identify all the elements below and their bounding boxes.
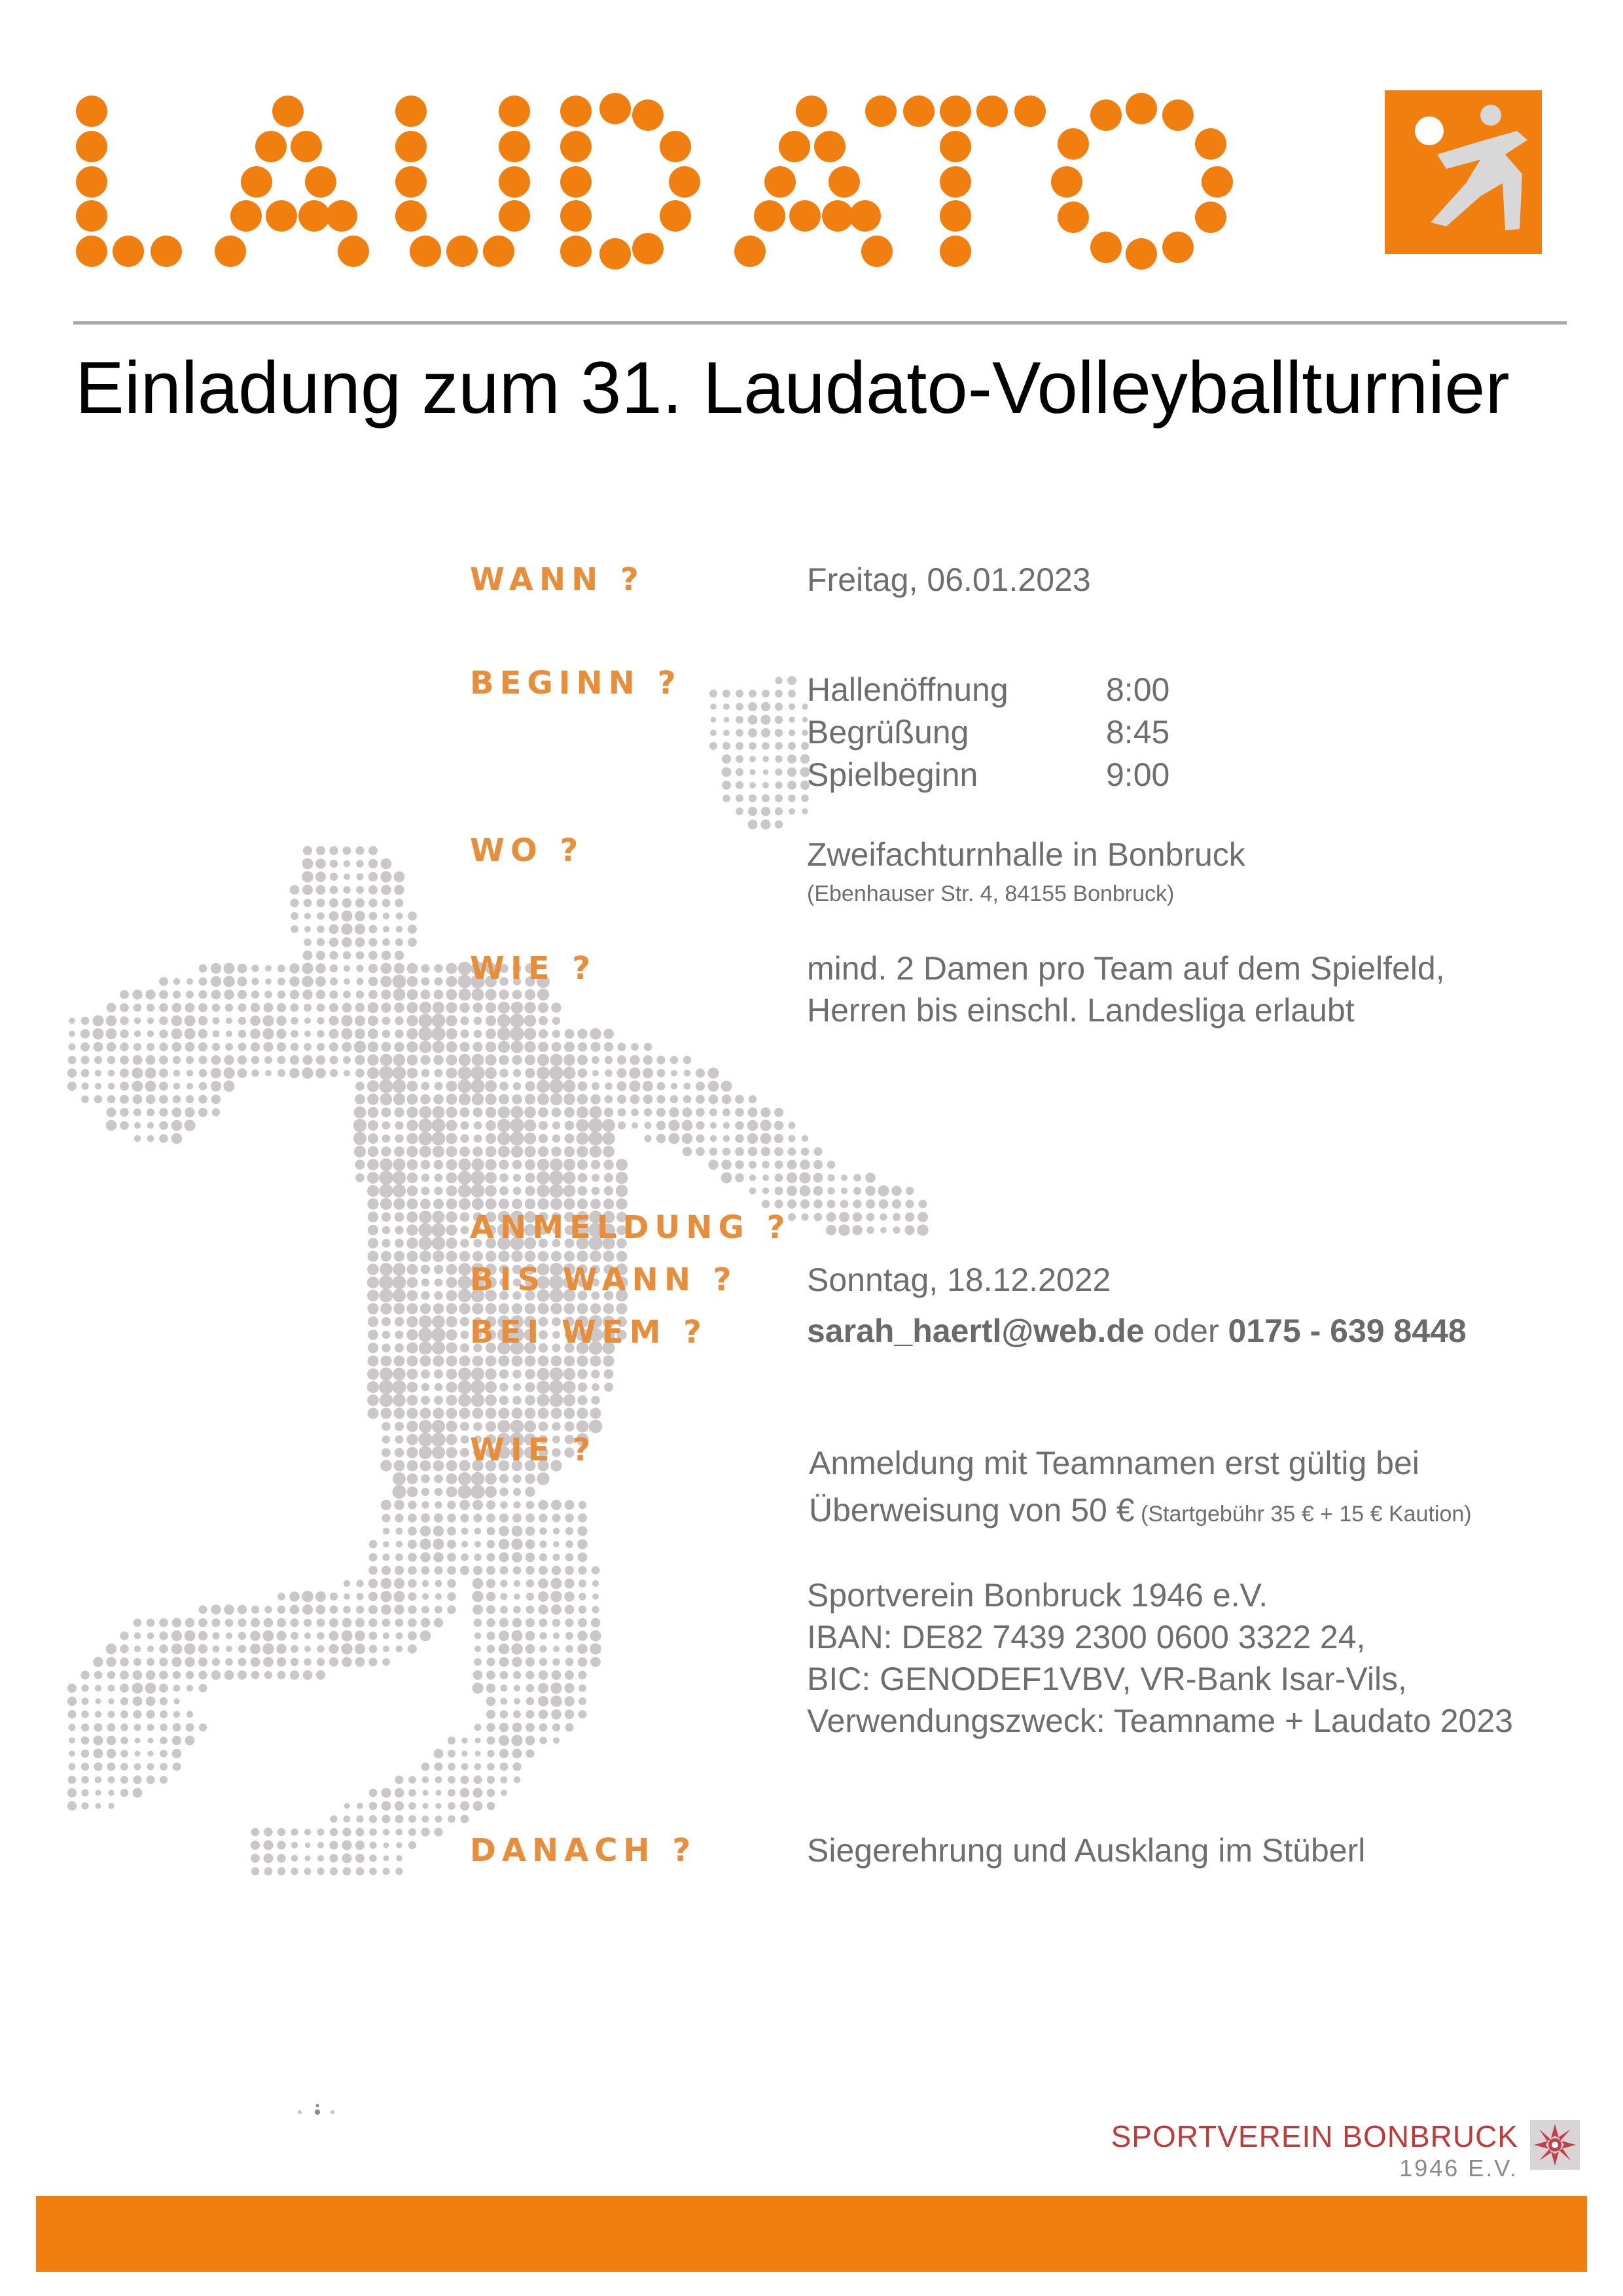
fee-amount: Überweisung von 50 € (809, 1492, 1135, 1528)
label-danach: DANACH ? (470, 1832, 697, 1869)
page-title: Einladung zum 31. Laudato-Volleyballturnier (75, 347, 1510, 429)
label-bis-wann: BIS WANN ? (470, 1262, 738, 1298)
club-name: SPORTVEREIN BONBRUCK (1111, 2119, 1518, 2153)
afterwards-value: Siegerehrung und Ausklang im Stüberl (807, 1832, 1366, 1869)
schedule-event: Spielbeginn (807, 756, 978, 793)
label-beginn: BEGINN ? (470, 665, 682, 701)
label-bei-wem: BEI WEM ? (470, 1314, 707, 1351)
venue-address: (Ebenhauser Str. 4, 84155 Bonbruck) (807, 881, 1175, 906)
schedule-event: Begrüßung (807, 714, 969, 751)
schedule-time: 9:00 (1106, 756, 1170, 793)
bank-line: Sportverein Bonbruck 1946 e.V. (807, 1577, 1268, 1614)
label-wo: WO ? (470, 832, 584, 869)
contact-email[interactable]: sarah_haertl@web.de (807, 1313, 1145, 1349)
bank-line: IBAN: DE82 7439 2300 0600 3322 24, (807, 1619, 1366, 1655)
schedule-time: 8:00 (1106, 671, 1170, 708)
club-year: 1946 E.V. (1399, 2155, 1518, 2181)
rules-line-1: mind. 2 Damen pro Team auf dem Spielfeld, (807, 950, 1445, 987)
registration-line-1: Anmeldung mit Teamnamen erst gültig bei (809, 1445, 1419, 1481)
schedule-list (807, 669, 1200, 800)
schedule-event: Hallenöffnung (807, 671, 1008, 708)
registration-line-2 (809, 1489, 1472, 1535)
label-wie-anmeldung: WIE ? (470, 1432, 597, 1468)
schedule-time: 8:45 (1106, 714, 1170, 751)
label-wann: WANN ? (470, 561, 645, 598)
club-emblem-icon (1530, 2120, 1580, 2170)
footer-bar (36, 2196, 1587, 2272)
contact-phone[interactable]: 0175 - 639 8448 (1228, 1313, 1467, 1349)
venue-value: Zweifachturnhalle in Bonbruck (807, 836, 1245, 873)
deadline-value: Sonntag, 18.12.2022 (807, 1262, 1111, 1298)
rules-line-2: Herren bis einschl. Landesliga erlaubt (807, 992, 1355, 1029)
bank-line: BIC: GENODEF1VBV, VR-Bank Isar-Vils, (807, 1661, 1407, 1697)
label-anmeldung: ANMELDUNG ? (470, 1209, 791, 1246)
contact-line (807, 1310, 1467, 1352)
label-wie: WIE ? (470, 950, 597, 987)
fee-breakdown: (Startgebühr 35 € + 15 € Kaution) (1134, 1502, 1472, 1527)
decorative-mark (293, 2100, 339, 2120)
date-value: Freitag, 06.01.2023 (807, 561, 1091, 598)
contact-connector: oder (1144, 1313, 1228, 1349)
bank-line: Verwendungszweck: Teamname + Laudato 2023 (807, 1703, 1513, 1739)
